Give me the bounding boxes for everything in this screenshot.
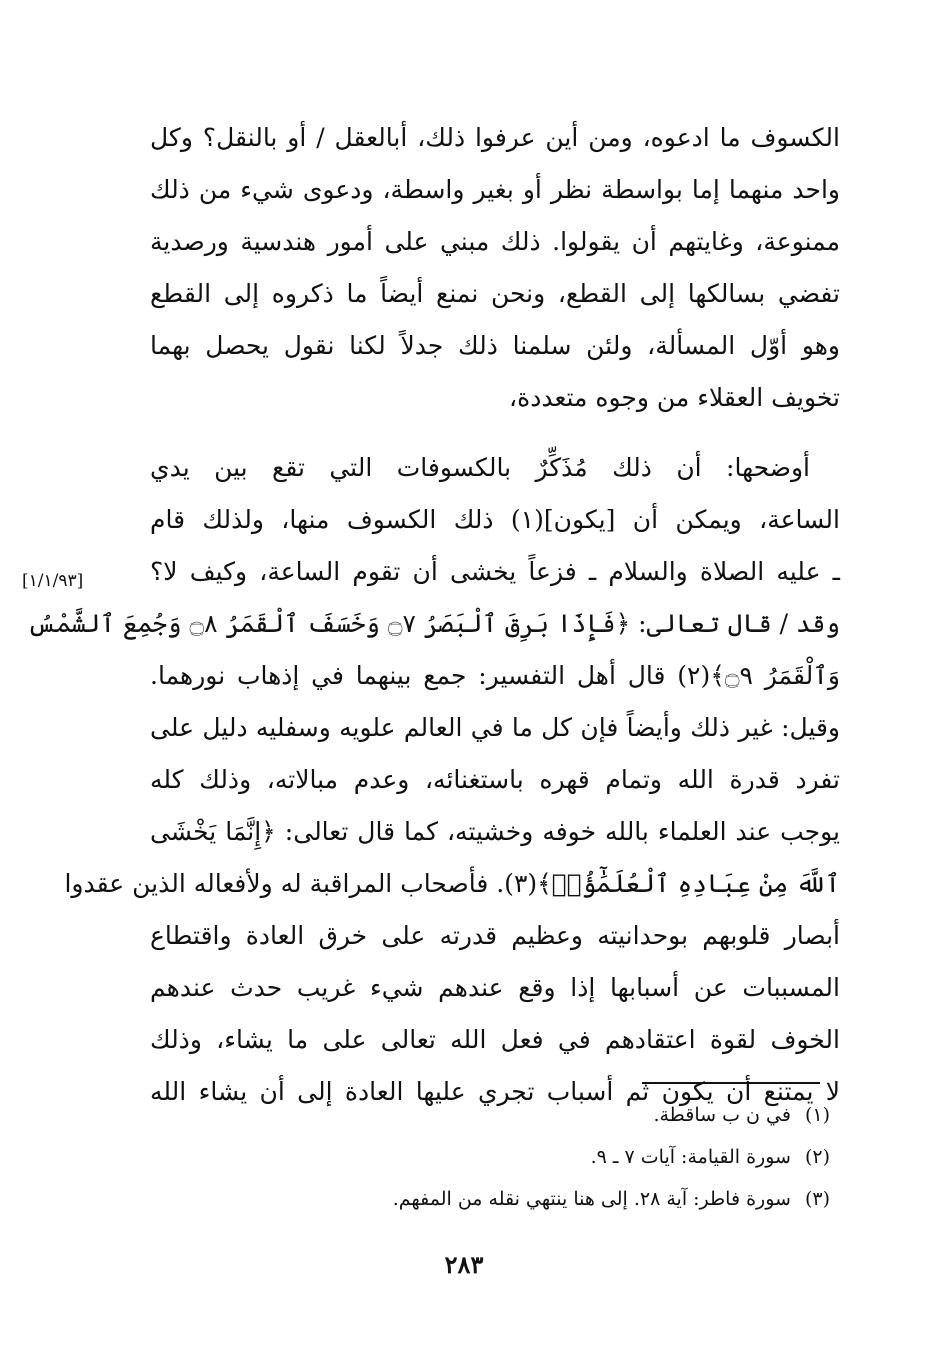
footnote-text: في ن ب ساقطة. [653,1104,791,1126]
text-line: وقد / قال تعالى: ﴿فَإِذَا بَرِقَ ٱلْبَصَرُ ۝٧ وَخَسَفَ ٱلْقَمَرُ ۝٨ وَجُمِعَ ٱلشَّمْسُ [27,609,840,638]
footnote [200,1178,830,1220]
footnotes [200,1094,830,1220]
text-line: لا يمتنع أن يكون ثم أسباب تجري عليها العادة إلى أن يشاء الله [150,1077,840,1106]
text-line: واحد منهما إما بواسطة نظر أو بغير واسطة، ودعوى شيء من ذلك [150,175,840,204]
text-line: تفضي بسالكها إلى القطع، ونحن نمنع أيضاً ما ذكروه إلى القطع [150,279,840,308]
text-line: وقيل: غير ذلك وأيضاً فإن كل ما في العالم علويه وسفليه دليل على [150,713,840,742]
manuscript-folio-reference: [١/١/٩٣] [22,571,84,591]
text-line: ـ عليه الصلاة والسلام ـ فزعاً يخشى أن تقوم الساعة، وكيف لا؟ [150,557,840,586]
footnote-text: سورة القيامة: آيات ٧ ـ ٩. [590,1146,791,1168]
text-line: الكسوف ما ادعوه، ومن أين عرفوا ذلك، أبالعقل / أو بالنقل؟ وكل [150,123,840,152]
text-line: وَٱلْقَمَرُ ۝٩﴾(٢) قال أهل التفسير: جمع بينهما في إذهاب نورهما. [150,661,840,690]
text-line: ممنوعة، وغايتهم أن يقولوا. ذلك مبني على أمور هندسية ورصدية [150,227,840,256]
page-number: ٢٨٣ [444,1250,484,1279]
text-line: الخوف لقوة اعتقادهم في فعل الله تعالى على ما يشاء، وذلك [150,1025,840,1054]
text-line: الساعة، ويمكن أن [يكون](١) ذلك الكسوف منها، ولذلك قام [150,505,840,534]
text-line: أوضحها: أن ذلك مُذَكِّرٌ بالكسوفات التي تقع بين يدي [150,453,810,482]
text-line: أبصار قلوبهم بوحدانيته وعظيم قدرته على خرق العادة واقتطاع [150,921,840,950]
paragraph-break [150,424,840,442]
text-line: وهو أوّل المسألة، ولئن سلمنا ذلك جدلاً لكنا نقول يحصل بهما [150,331,840,360]
text-line: ٱللَّهَ مِنْ عِبَادِهِ ٱلْعُلَمَٰٓؤُا۟﴾(٣). فأصحاب المراقبة له ولأفعاله الذين عقدوا [64,869,840,898]
text-line: تخويف العقلاء من وجوه متعددة، [509,383,840,412]
text-line: تفرد قدرة الله وتمام قهره باستغنائه، وعدم مبالاته، وذلك كله [150,765,840,794]
footnote-number: (٣) [804,1188,830,1210]
text-line: يوجب عند العلماء بالله خوفه وخشيته، كما قال تعالى: ﴿إِنَّمَا يَخْشَى [150,817,840,846]
text-line: المسببات عن أسبابها إذا وقع عندهم شيء غريب حدث عندهم [150,973,840,1002]
footnote [200,1094,830,1136]
footnote-text: سورة فاطر: آية ٢٨. إلى هنا ينتهي نقله من المفهم. [392,1188,791,1210]
footnote-separator [642,1082,820,1084]
footnote-number: (١) [804,1104,830,1126]
footnote-number: (٢) [804,1146,830,1168]
footnote [200,1136,830,1178]
